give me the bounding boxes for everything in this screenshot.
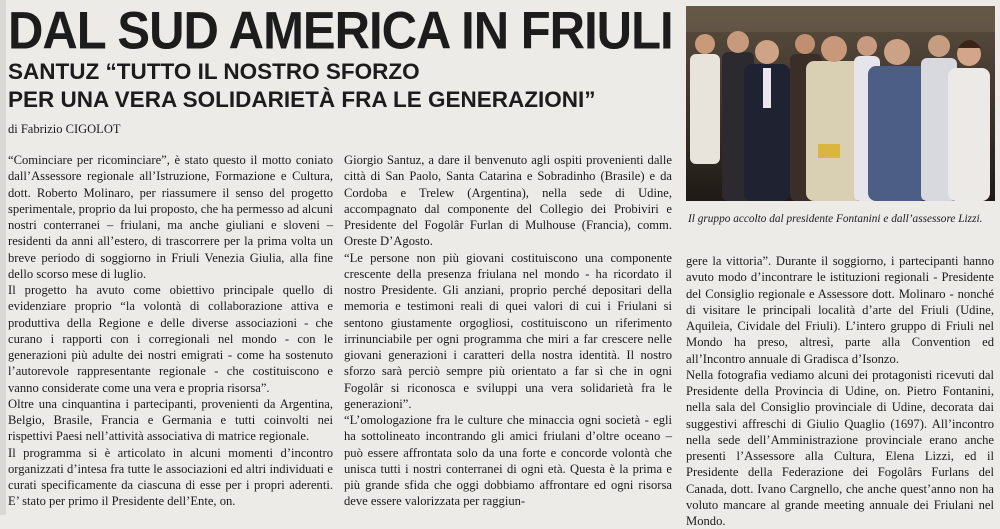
photo-caption: Il gruppo accolto dal presidente Fontanini e dall’assessore Lizzi. bbox=[688, 213, 983, 225]
article-byline: di Fabrizio CIGOLOT bbox=[8, 122, 121, 136]
paragraph: “Cominciare per ricominciare”, è stato questo il motto coniato dall’Assessore regionale all’Istruzione, Formazione e Cultura, dott. Roberto Molinaro, per riassumere il senso del progetto sperimentale, proprio da lui proposto, che ha permesso ad alcuni nostri conterranei – friulani, ma anche giuliani e sloveni – residenti da anni all’estero, di trascorrere per la prima volta un breve periodo di soggiorno in Friuli Venezia Giulia, alla fine dello scorso mese di luglio. bbox=[8, 153, 333, 281]
paragraph: gere la vittoria”. Durante il soggiorno, i partecipanti hanno avuto modo d’incontrare le istituzioni regionali - Presidente del Consiglio regionale e Assessore dott. Molinaro - nonché di visitare le principali località d’arte del Friuli (Udine, Aquileia, Cividale del Friuli). L’intero gruppo di Friuli nel Mondo ha preso, altresì, parte alla Convention ed all’Incontro annuale di Gradisca d’Isonzo. bbox=[686, 254, 994, 366]
subhead-line-2: PER UNA VERA SOLIDARIETÀ FRA LE GENERAZIONI” bbox=[8, 87, 596, 112]
paragraph: “Le persone non più giovani costituiscono una componente crescente della presenza friulana nel mondo - ha ricordato il nostro Presidente. Gli anziani, proprio perché depositari della memoria e testimoni reali di quei valori di cui i Friulani si sentono giustamente orgogliosi, costituiscono un riferimento irrinunciabile per ogni programma che miri a far crescere nelle giovani generazioni i caratteri della nostra identità. Il nostro sforzo sarà perciò sempre più orientato a far sì che in ogni Fogolâr si riconosca e sviluppi una vera solidarietà fra le generazioni”. bbox=[344, 250, 672, 411]
group-photo bbox=[686, 6, 995, 201]
text-column-3 bbox=[686, 253, 994, 529]
article-subheadline bbox=[8, 58, 673, 114]
paragraph: Il progetto ha avuto come obiettivo principale quello di evidenziare proprio “la volontà di collaborazione attiva e produttiva della Regione e delle diverse associazioni - che curano i rapporti con i corregionali nel mondo - con le generazioni più adulte dei nostri emigrati - come ha sostenuto l’autorevole rappresentante regionale - che costituiscono e vanno considerate come una vera e propria risorsa”. bbox=[8, 283, 333, 395]
paragraph: Oltre una cinquantina i partecipanti, provenienti da Argentina, Belgio, Brasile, Francia e Germania e tutti coinvolti nei rispettivi Paesi nell’attività associativa di matrice regionale. bbox=[8, 396, 333, 444]
paragraph: Nella fotografia vediamo alcuni dei protagonisti ricevuti dal Presidente della Provincia di Udine, on. Pietro Fontanini, nella sala del Consiglio provinciale di Udine, decorata dai suggestivi affreschi di Giulio Quaglio (1697). All’incontro nella sede dell’Amministrazione provinciale erano anche presenti l’Assessore alla Cultura, Elena Lizzi, ed il Presidente della Federazione dei Fogolârs Furlans del Canada, dott. Ivano Cargnello, che anche quest’anno non ha voluto mancare al grande meeting annuale dei Friulani nel Mondo. bbox=[686, 367, 994, 528]
text-column-2 bbox=[344, 152, 672, 510]
group-photo-image bbox=[686, 6, 995, 201]
paragraph: “L’omologazione fra le culture che minaccia ogni società - egli ha sottolineato incontrando gli amici friulani d’oltre oceano – può essere affrontata solo da una forte e concorde volontà che unisca tutti i nostri conterranei di ogni età. Questa è la prima e più grande sfida che oggi dobbiamo affrontare ed ogni risorsa deve essere valorizzata per raggiun- bbox=[344, 413, 672, 509]
text-column-1 bbox=[8, 152, 333, 510]
page-edge bbox=[0, 0, 6, 515]
paragraph: Giorgio Santuz, a dare il benvenuto agli ospiti provenienti dalle città di San Paolo, Santa Catarina e Sobradinho (Brasile) e da Cordoba e Trelew (Argentina), nella sede di Udine, accompagnato dal componente del Collegio dei Probiviri e Presidente del Fogolâr Furlan di Mulhouse (Francia), comm. Oreste D’Agosto. bbox=[344, 153, 672, 249]
article-headline: DAL SUD AMERICA IN FRIULI bbox=[8, 2, 673, 61]
subhead-line-1: SANTUZ “TUTTO IL NOSTRO SFORZO bbox=[8, 59, 420, 84]
paragraph: Il programma si è articolato in alcuni momenti d’incontro organizzati d’intesa fra tutte le associazioni ed altri individuati e curati specificamente da ciascuna di esse per i propri aderenti. E’ stato per primo il Presidente dell’Ente, on. bbox=[8, 445, 333, 509]
